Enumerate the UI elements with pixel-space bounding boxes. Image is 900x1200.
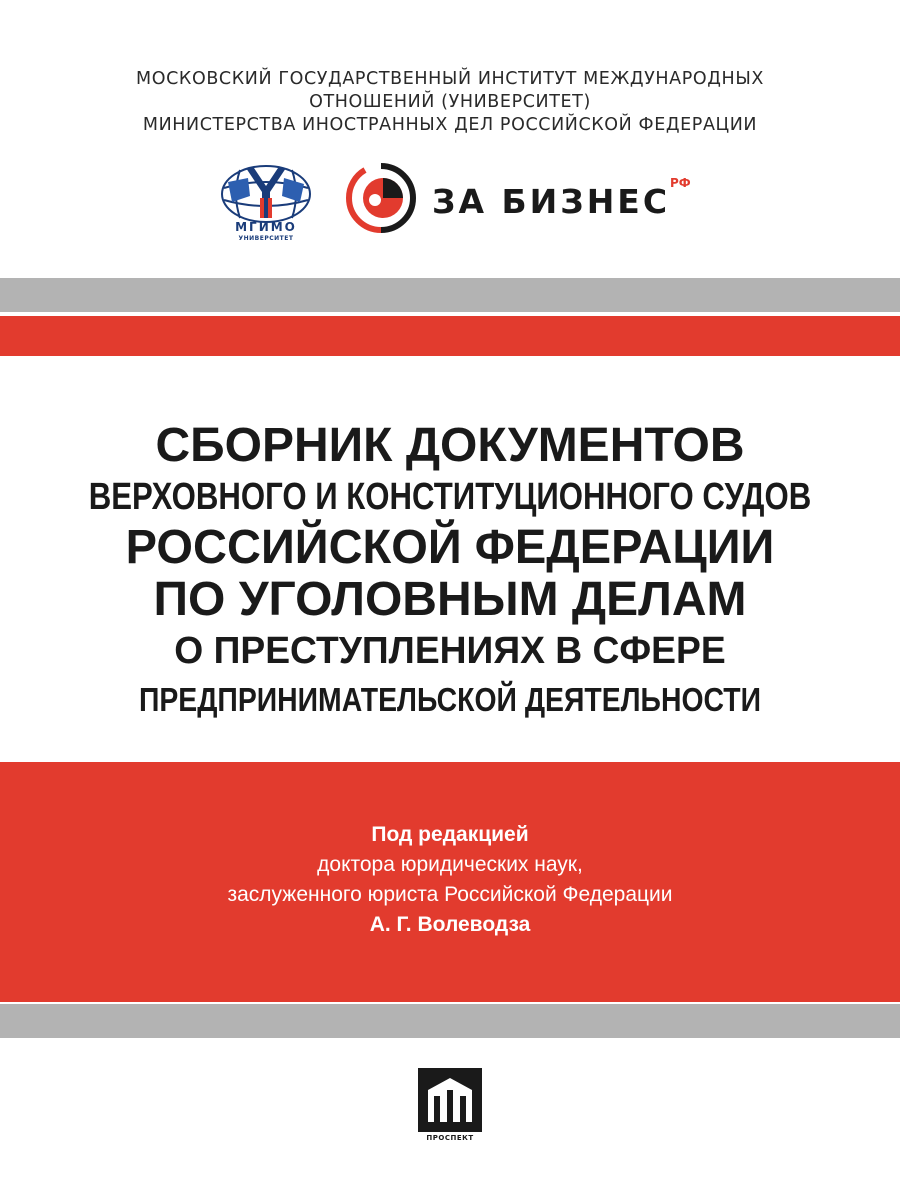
- editor-degree: доктора юридических наук,: [317, 853, 583, 876]
- top-red-band: [0, 316, 900, 356]
- title-line-5: О ПРЕСТУПЛЕНИЯХ В СФЕРЕ: [174, 630, 726, 672]
- institution-line-2: ОТНОШЕНИЙ (УНИВЕРСИТЕТ): [309, 92, 591, 112]
- logos-row: [0, 160, 900, 250]
- editor-name: А. Г. Волеводза: [369, 913, 531, 936]
- prospekt-logo-icon: [418, 1068, 482, 1132]
- za-biznes-name: ЗА БИЗНЕС: [432, 182, 671, 221]
- book-title: [0, 420, 900, 724]
- editor-honor: заслуженного юриста Российской Федерации: [227, 883, 673, 906]
- mgimo-subtitle: УНИВЕРСИТЕТ: [238, 235, 294, 242]
- title-line-6: ПРЕДПРИНИМАТЕЛЬСКОЙ ДЕЯТЕЛЬНОСТИ: [138, 681, 762, 718]
- za-biznes-logo-icon: [345, 162, 417, 234]
- title-line-2: ВЕРХОВНОГО И КОНСТИТУЦИОННОГО СУДОВ: [88, 476, 812, 518]
- institution-line-1: МОСКОВСКИЙ ГОСУДАРСТВЕННЫЙ ИНСТИТУТ МЕЖДУНАРОДНЫХ: [136, 69, 764, 89]
- za-biznes-suffix: РФ: [670, 176, 691, 190]
- publisher-name: ПРОСПЕКТ: [426, 1134, 474, 1142]
- bottom-gray-band: [0, 1004, 900, 1038]
- institution-line-3: МИНИСТЕРСТВА ИНОСТРАННЫХ ДЕЛ РОССИЙСКОЙ ФЕДЕРАЦИИ: [142, 115, 758, 135]
- title-line-3: РОССИЙСКОЙ ФЕДЕРАЦИИ: [125, 521, 775, 574]
- title-line-4: ПО УГОЛОВНЫМ ДЕЛАМ: [153, 573, 747, 626]
- institution-header: [0, 68, 900, 137]
- editor-block: [0, 820, 900, 940]
- top-gray-band: [0, 278, 900, 312]
- mgimo-name: МГИМО: [235, 220, 297, 234]
- editor-heading: Под редакцией: [371, 823, 529, 846]
- title-line-1: СБОРНИК ДОКУМЕНТОВ: [155, 419, 745, 472]
